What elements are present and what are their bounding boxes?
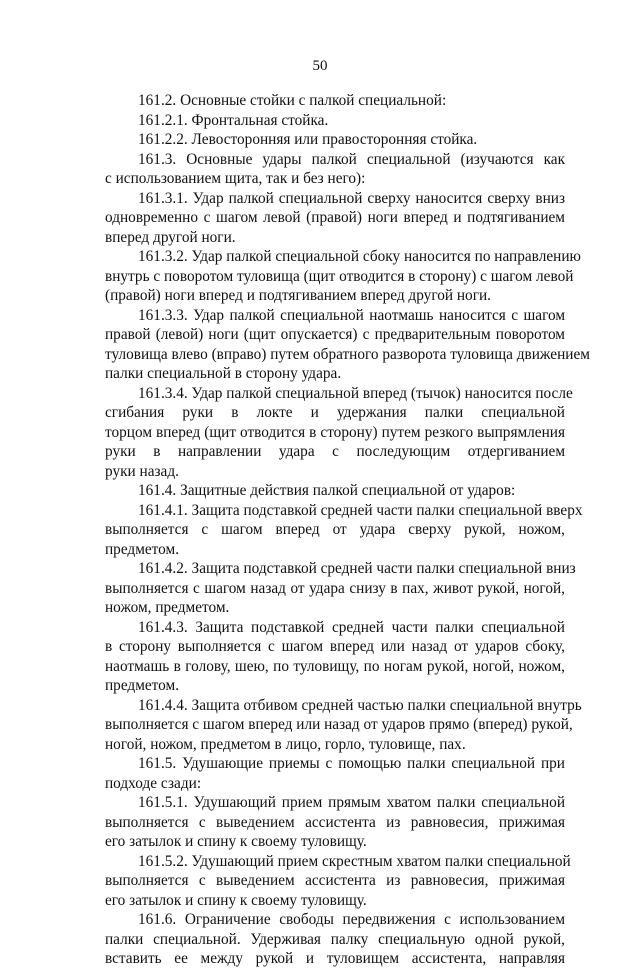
text-line: 161.2. Основные стойки с палкой специальной: <box>138 92 447 109</box>
text-line: 161.4.1. Защита подставкой средней части палки специальной вверх <box>138 501 583 519</box>
text-line: с использованием щита, так и без него): <box>105 170 366 187</box>
text-line: руки назад. <box>105 462 179 480</box>
text-line: 161.3.2. Удар палкой специальной сбоку наносится по направлению <box>138 248 581 265</box>
text-line: 161.3.4. Удар палкой специальной вперед (тычок) наносится после <box>138 384 573 402</box>
text-line: 161.5.1. Удушающий прием прямым хватом палки специальной <box>138 794 565 811</box>
text-line: вставить ее между рукой и туловищем ассистента, направляя <box>105 950 565 967</box>
text-line: предметом. <box>105 540 180 558</box>
text-line: выполняется с выведением ассистента из равновесия, прижимая <box>105 813 565 831</box>
text-line: палки специальной в сторону удара. <box>105 365 342 382</box>
text-line: вперед другой ноги. <box>105 228 236 246</box>
text-line: одновременно с шагом левой (правой) ноги вперед и подтягиванием <box>105 209 565 226</box>
text-line: подходе сзади: <box>105 774 202 792</box>
text-line: (правой) ноги вперед и подтягиванием вперед другой ноги. <box>105 287 491 304</box>
text-line: 161.5. Удушающие приемы с помощью палки специальной при <box>138 755 565 772</box>
text-line: выполняется с шагом назад от удара снизу в пах, живот рукой, ногой, <box>105 579 565 597</box>
text-line: 161.4. Защитные действия палкой специальной от ударов: <box>138 482 516 499</box>
text-line: торцом вперед (щит отводится в сторону) путем резкого выпрямления <box>105 423 565 441</box>
text-line: палки специальной. Удерживая палку специальную одной рукой, <box>105 930 565 948</box>
text-line: его затылок и спину к своему туловищу. <box>105 891 367 909</box>
text-line: выполняется с выведением ассистента из равновесия, прижимая <box>105 872 565 889</box>
text-line: 161.3.1. Удар палкой специальной сверху наносится сверху вниз <box>138 189 565 207</box>
text-line: 161.5.2. Удушающий прием скрестным хватом палки специальной <box>138 852 571 870</box>
text-line: внутрь с поворотом туловища (щит отводится в сторону) с шагом левой <box>105 267 574 285</box>
text-line: наотмашь в голову, шею, по туловищу, по ногам рукой, ногой, ножом, <box>105 657 565 675</box>
text-line: ногой, ножом, предметом в лицо, горло, туловище, пах. <box>105 735 466 753</box>
text-line: ножом, предметом. <box>105 599 230 616</box>
document-body <box>105 91 590 969</box>
text-line: 161.3.3. Удар палкой специальной наотмашь наносится с шагом <box>138 306 565 324</box>
text-line: предметом. <box>105 677 180 694</box>
text-line: 161.4.4. Защита отбивом средней частью палки специальной внутрь <box>138 696 582 714</box>
text-line: 161.4.3. Защита подставкой средней части палки специальной <box>138 618 565 636</box>
text-line: его затылок и спину к своему туловищу. <box>105 833 367 850</box>
text-line: 161.4.2. Защита подставкой средней части палки специальной вниз <box>138 560 576 577</box>
text-line: в сторону выполняется с шагом вперед или назад от ударов сбоку, <box>105 638 565 655</box>
text-line: туловища влево (вправо) путем обратного разворота туловища движением <box>105 345 590 363</box>
text-line: 161.6. Ограничение свободы передвижения с использованием <box>138 911 565 928</box>
text-line: руки в направлении удара с последующим отдергиванием <box>105 443 565 460</box>
text-line: 161.2.1. Фронтальная стойка. <box>138 111 329 129</box>
text-line: выполняется с шагом вперед от удара сверху рукой, ножом, <box>105 521 565 538</box>
text-line: выполняется с шагом вперед или назад от ударов прямо (вперед) рукой, <box>105 716 573 733</box>
text-line: сгибания руки в локте и удержания палки специальной <box>105 404 565 421</box>
text-line: 161.2.2. Левосторонняя или правосторонняя стойка. <box>138 131 478 148</box>
page-number: 50 <box>312 58 328 74</box>
text-line: 161.3. Основные удары палкой специальной (изучаются как <box>138 150 565 168</box>
text-line: правой (левой) ноги (щит опускается) с предварительным поворотом <box>105 326 565 343</box>
